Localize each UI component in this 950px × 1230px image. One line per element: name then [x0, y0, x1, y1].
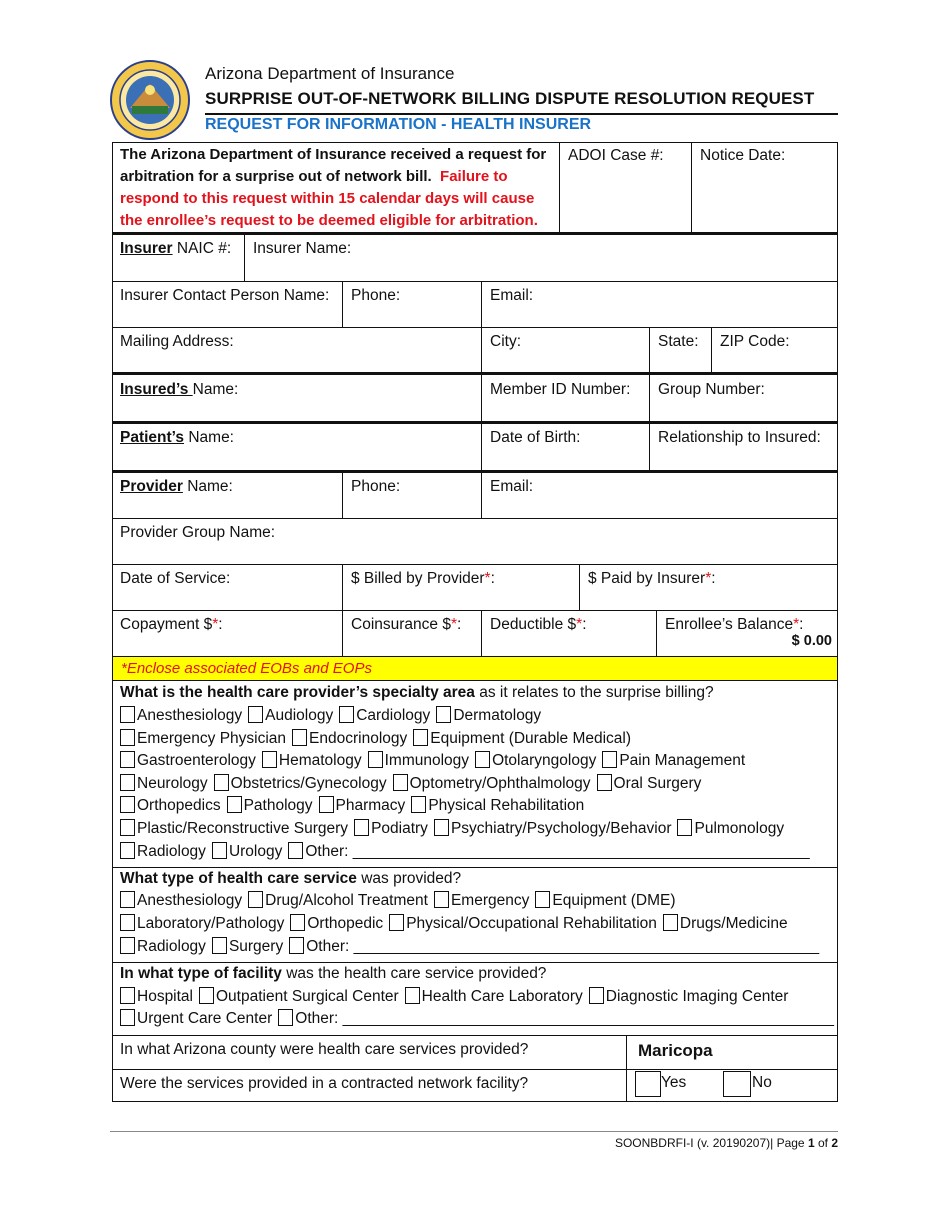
specialty-option-label: Anesthesiology — [137, 707, 243, 724]
specialty-option-label: Oral Surgery — [613, 774, 702, 792]
network-question: Were the services provided in a contracted network facility? — [120, 1075, 529, 1092]
checkbox[interactable] — [405, 987, 420, 1004]
service-option-physical-occupational-rehabilitation[interactable] — [389, 915, 657, 932]
checkbox[interactable] — [248, 891, 263, 908]
service-option-label: Other: ______________________________________________________ — [306, 938, 820, 955]
service-option-label: Equipment (DME) — [552, 892, 676, 909]
provider-name-field[interactable]: Provider Name: — [120, 478, 233, 495]
member-id-field[interactable]: Member ID Number: — [490, 381, 631, 398]
specialty-option-label: Endocrinology — [309, 729, 408, 747]
facility-option-label: Outpatient Surgical Center — [216, 988, 399, 1005]
checkbox[interactable] — [120, 914, 135, 931]
specialty-option-cardiology[interactable] — [339, 707, 430, 724]
notice-line4: the enrollee’s request to be deemed eligible for arbitration. — [120, 212, 538, 229]
specialty-row — [120, 841, 816, 863]
network-yes-checkbox[interactable] — [635, 1071, 661, 1097]
form-title: SURPRISE OUT-OF-NETWORK BILLING DISPUTE RESOLUTION REQUEST — [205, 89, 815, 108]
service-row — [120, 936, 825, 958]
facility-row — [120, 1008, 840, 1030]
provider-email-field[interactable]: Email: — [490, 478, 534, 495]
specialty-option-otolaryngology[interactable] — [475, 752, 596, 769]
specialty-option-label: Gastroenterology — [137, 752, 256, 770]
facility-option-outpatient-surgical-center[interactable] — [199, 988, 399, 1005]
service-option-label: Emergency — [450, 892, 530, 909]
service-row — [120, 890, 682, 912]
specialty-option-label: Orthopedics — [137, 797, 221, 815]
checkbox[interactable] — [319, 796, 334, 813]
checkbox[interactable] — [602, 751, 617, 768]
specialty-option-neurology[interactable] — [120, 775, 208, 792]
footer-rule — [110, 1131, 838, 1132]
checkbox[interactable] — [120, 1009, 135, 1026]
service-question: What type of health care service was provided? — [120, 870, 462, 887]
checkbox[interactable] — [411, 796, 426, 813]
checkbox[interactable] — [290, 914, 305, 931]
form-subtitle: REQUEST FOR INFORMATION - HEALTH INSURER — [205, 116, 592, 133]
service-option-radiology[interactable] — [120, 938, 206, 955]
checkbox[interactable] — [120, 751, 135, 768]
specialty-option-plastic-reconstructive-surgery[interactable] — [120, 820, 348, 837]
insurer-phone-field[interactable]: Phone: — [351, 287, 401, 304]
notice-date-field[interactable]: Notice Date: — [700, 147, 786, 164]
specialty-option-label: Hematology — [278, 752, 362, 770]
specialty-option-gastroenterology[interactable] — [120, 752, 256, 769]
checkbox[interactable] — [589, 987, 604, 1004]
specialty-option-immunology[interactable] — [368, 752, 469, 769]
specialty-option-psychiatry-psychology-behavior[interactable] — [434, 820, 672, 837]
network-yes-label: Yes — [661, 1074, 687, 1091]
service-option-orthopedic[interactable] — [290, 915, 383, 932]
service-option-label: Radiology — [137, 938, 206, 955]
specialty-option-label: Dermatology — [453, 707, 542, 724]
specialty-option-label: Psychiatry/Psychology/Behavior — [450, 820, 672, 837]
specialty-option-label: Podiatry — [371, 820, 428, 837]
specialty-option-pharmacy[interactable] — [319, 797, 406, 814]
checkbox[interactable] — [597, 774, 612, 791]
checkbox[interactable] — [413, 729, 428, 746]
notice-text — [112, 142, 560, 235]
city-field[interactable]: City: — [490, 333, 521, 350]
notice-line2: arbitration for a surprise out of network bill. Failure to — [120, 168, 508, 185]
checkbox[interactable] — [289, 937, 304, 954]
insurer-contact-field[interactable]: Insurer Contact Person Name: — [120, 287, 330, 304]
insured-name-field[interactable]: Insured’s Name: — [120, 381, 239, 398]
checkbox[interactable] — [535, 891, 550, 908]
provider-phone-field[interactable]: Phone: — [351, 478, 401, 495]
service-option-laboratory-pathology[interactable] — [120, 915, 284, 932]
specialty-option-equipment-durable-medical[interactable] — [413, 730, 631, 747]
specialty-row — [120, 818, 790, 840]
specialty-row — [120, 773, 707, 795]
specialty-option-dermatology[interactable] — [436, 707, 541, 724]
specialty-option-other[interactable] — [288, 843, 809, 860]
specialty-question: What is the health care provider’s specialty area as it relates to the surprise billing? — [120, 684, 714, 701]
specialty-option-label: Cardiology — [356, 707, 431, 724]
insurer-naic-field[interactable]: Insurer NAIC #: — [120, 240, 232, 257]
service-option-label: Drugs/Medicine — [679, 915, 788, 932]
service-option-equipment-dme[interactable] — [535, 892, 675, 909]
patient-name-field[interactable]: Patient’s Name: — [120, 429, 234, 446]
footer-page-info: SOONBDRFI-I (v. 20190207)| Page 1 of 2 — [614, 1136, 838, 1150]
specialty-option-label: Optometry/Ophthalmology — [409, 774, 591, 792]
specialty-option-label: Audiology — [265, 707, 334, 724]
insurer-email-field[interactable]: Email: — [490, 287, 534, 304]
paid-by-insurer-field[interactable]: $ Paid by Insurer*: — [588, 570, 716, 587]
checkbox[interactable] — [354, 819, 369, 836]
specialty-option-label: Pathology — [243, 797, 313, 815]
facility-option-label: Urgent Care Center — [137, 1010, 273, 1027]
checkbox[interactable] — [368, 751, 383, 768]
checkbox[interactable] — [120, 796, 135, 813]
service-row — [120, 913, 794, 935]
specialty-option-audiology[interactable] — [248, 707, 333, 724]
specialty-option-label: Neurology — [137, 774, 208, 792]
checkbox[interactable] — [278, 1009, 293, 1026]
enrollee-balance-field[interactable]: Enrollee’s Balance*: — [665, 616, 804, 633]
service-option-emergency[interactable] — [434, 892, 529, 909]
service-option-label: Physical/Occupational Rehabilitation — [406, 915, 657, 932]
facility-question: In what type of facility was the health care service provided? — [120, 965, 547, 982]
specialty-option-oral-surgery[interactable] — [597, 775, 702, 792]
specialty-row — [120, 728, 637, 750]
service-option-drugs-medicine[interactable] — [663, 915, 788, 932]
checkbox[interactable] — [199, 987, 214, 1004]
specialty-option-emergency-physician[interactable] — [120, 730, 286, 747]
checkbox[interactable] — [120, 819, 135, 836]
specialty-option-label: Otolaryngology — [492, 752, 597, 770]
enclose-note: *Enclose associated EOBs and EOPs — [113, 657, 837, 680]
specialty-option-label: Urology — [228, 842, 283, 860]
checkbox[interactable] — [434, 891, 449, 908]
specialty-option-label: Pharmacy — [335, 797, 406, 815]
specialty-option-orthopedics[interactable] — [120, 797, 221, 814]
specialty-option-hematology[interactable] — [262, 752, 362, 769]
notice-line1: The Arizona Department of Insurance received a request for — [120, 146, 547, 163]
insurer-name-field[interactable]: Insurer Name: — [253, 240, 352, 257]
provider-group-field[interactable]: Provider Group Name: — [120, 524, 276, 541]
copayment-field[interactable]: Copayment $*: — [120, 616, 223, 633]
network-no-checkbox[interactable] — [723, 1071, 751, 1097]
department-seal — [110, 60, 190, 140]
checkbox[interactable] — [393, 774, 408, 791]
specialty-option-obstetrics-gynecology[interactable] — [214, 775, 387, 792]
service-option-anesthesiology[interactable] — [120, 892, 242, 909]
group-number-field[interactable]: Group Number: — [658, 381, 765, 398]
service-option-label: Surgery — [228, 938, 284, 955]
county-question: In what Arizona county were health care services provided? — [120, 1041, 529, 1058]
specialty-option-optometry-ophthalmology[interactable] — [393, 775, 591, 792]
service-option-surgery[interactable] — [212, 938, 283, 955]
notice-line3: respond to this request within 15 calendar days will cause — [120, 190, 535, 207]
service-option-label: Laboratory/Pathology — [137, 915, 285, 932]
checkbox[interactable] — [212, 937, 227, 954]
specialty-option-radiology[interactable] — [120, 843, 206, 860]
checkbox[interactable] — [339, 706, 354, 723]
specialty-row — [120, 750, 751, 772]
checkbox[interactable] — [120, 842, 135, 859]
service-option-label: Drug/Alcohol Treatment — [265, 892, 428, 909]
facility-option-label: Hospital — [137, 988, 193, 1005]
facility-option-other[interactable] — [278, 1010, 834, 1027]
specialty-option-urology[interactable] — [212, 843, 282, 860]
checkbox[interactable] — [120, 706, 135, 723]
specialty-row — [120, 795, 590, 817]
checkbox[interactable] — [663, 914, 678, 931]
specialty-option-pulmonology[interactable] — [677, 820, 784, 837]
agency-name: Arizona Department of Insurance — [205, 64, 455, 83]
relationship-field[interactable]: Relationship to Insured: — [658, 429, 821, 446]
service-option-other[interactable] — [289, 938, 819, 955]
specialty-option-endocrinology[interactable] — [292, 730, 407, 747]
specialty-option-label: Pain Management — [619, 752, 746, 770]
state-field[interactable]: State: — [658, 333, 699, 350]
specialty-option-physical-rehabilitation[interactable] — [411, 797, 584, 814]
billed-by-provider-field[interactable]: $ Billed by Provider*: — [351, 570, 495, 587]
date-of-service-field[interactable]: Date of Service: — [120, 570, 231, 587]
checkbox[interactable] — [475, 751, 490, 768]
specialty-option-label: Pulmonology — [694, 820, 785, 837]
network-no-label: No — [752, 1074, 772, 1091]
checkbox[interactable] — [292, 729, 307, 746]
facility-option-hospital[interactable] — [120, 988, 193, 1005]
notice-warning: Failure to — [440, 168, 508, 185]
checkbox[interactable] — [212, 842, 227, 859]
deductible-field[interactable]: Deductible $*: — [490, 616, 587, 633]
checkbox[interactable] — [677, 819, 692, 836]
checkbox[interactable] — [120, 729, 135, 746]
specialty-option-label: Plastic/Reconstructive Surgery — [137, 820, 349, 837]
checkbox[interactable] — [120, 891, 135, 908]
checkbox[interactable] — [434, 819, 449, 836]
checkbox[interactable] — [120, 774, 135, 791]
facility-option-health-care-laboratory[interactable] — [405, 988, 583, 1005]
dob-field[interactable]: Date of Birth: — [490, 429, 581, 446]
service-option-label: Orthopedic — [307, 915, 384, 932]
county-answer[interactable]: Maricopa — [638, 1041, 713, 1060]
specialty-option-label: Emergency Physician — [137, 729, 287, 747]
facility-option-label: Diagnostic Imaging Center — [605, 988, 789, 1005]
specialty-row — [120, 705, 547, 727]
specialty-option-label: Immunology — [384, 752, 470, 770]
facility-option-diagnostic-imaging-center[interactable] — [589, 988, 789, 1005]
checkbox[interactable] — [214, 774, 229, 791]
checkbox[interactable] — [389, 914, 404, 931]
specialty-option-label: Radiology — [137, 842, 206, 860]
facility-row — [120, 986, 794, 1008]
facility-option-urgent-care-center[interactable] — [120, 1010, 272, 1027]
specialty-option-label: Physical Rehabilitation — [428, 797, 585, 815]
checkbox[interactable] — [120, 937, 135, 954]
enrollee-balance-value: $ 0.00 — [791, 633, 832, 649]
specialty-option-pain-management[interactable] — [602, 752, 745, 769]
coinsurance-field[interactable]: Coinsurance $*: — [351, 616, 462, 633]
specialty-option-pathology[interactable] — [227, 797, 313, 814]
facility-option-label: Other: _________________________________________________________ — [295, 1010, 835, 1027]
mailing-address-field[interactable]: Mailing Address: — [120, 333, 234, 350]
adoi-case-field[interactable]: ADOI Case #: — [568, 147, 664, 164]
checkbox[interactable] — [120, 987, 135, 1004]
specialty-option-label: Other: _____________________________________________________ — [305, 842, 810, 860]
service-option-drug-alcohol-treatment[interactable] — [248, 892, 428, 909]
specialty-option-label: Equipment (Durable Medical) — [430, 729, 632, 747]
service-option-label: Anesthesiology — [137, 892, 243, 909]
facility-option-label: Health Care Laboratory — [421, 988, 583, 1005]
checkbox[interactable] — [288, 842, 303, 859]
zip-field[interactable]: ZIP Code: — [720, 333, 790, 350]
checkbox[interactable] — [227, 796, 242, 813]
checkbox[interactable] — [248, 706, 263, 723]
checkbox[interactable] — [436, 706, 451, 723]
specialty-option-podiatry[interactable] — [354, 820, 428, 837]
checkbox[interactable] — [262, 751, 277, 768]
specialty-option-anesthesiology[interactable] — [120, 707, 242, 724]
title-rule — [205, 113, 838, 115]
specialty-option-label: Obstetrics/Gynecology — [230, 774, 387, 792]
